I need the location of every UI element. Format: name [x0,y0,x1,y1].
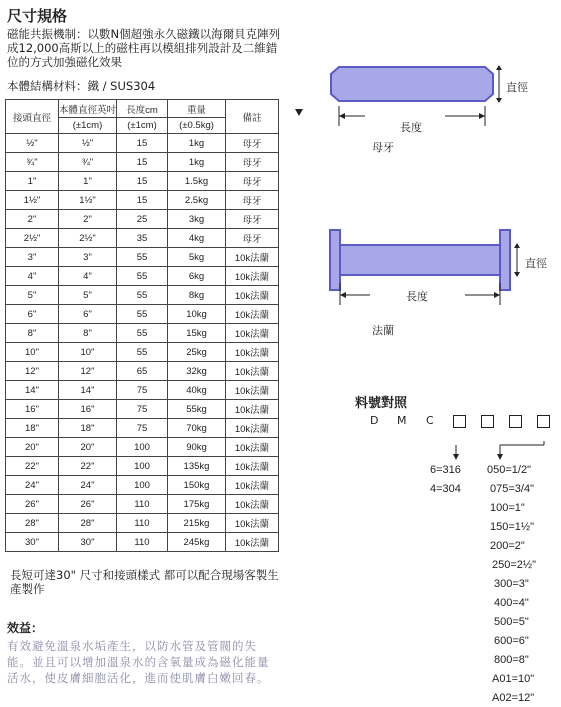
size-option: 600=6" [494,635,529,647]
table-cell: 35 [117,229,168,248]
size-option: 050=1/2" [487,464,531,476]
table-cell: 14" [59,381,117,400]
table-cell: 175kg [168,495,226,514]
model-title: 料號對照 [355,396,408,411]
diagram1-length-label: 長度 [400,121,422,134]
material-option-316: 6=316 [430,464,461,476]
table-cell: 10k法蘭 [226,362,279,381]
table-cell: 2" [6,210,59,229]
table-cell: 100 [117,457,168,476]
table-cell: ½" [59,134,117,153]
size-option: 400=4" [494,597,529,609]
header-remark: 備註 [226,100,279,134]
table-cell: 55 [117,267,168,286]
code-box-size-3 [537,415,550,428]
table-cell: 24" [59,476,117,495]
table-row [6,514,279,533]
table-cell: 30" [6,533,59,552]
left-flange [330,230,340,290]
table-cell: 1kg [168,134,226,153]
table-cell: 10k法蘭 [226,305,279,324]
table-row [6,457,279,476]
table-cell: 10kg [168,305,226,324]
table-cell: 22" [6,457,59,476]
table-cell: 12" [59,362,117,381]
table-cell: 15 [117,191,168,210]
size-option: A02=12" [492,692,535,704]
table-cell: 5" [6,286,59,305]
page-title: 尺寸規格 [7,7,68,25]
table-cell: 母牙 [226,210,279,229]
material-option-304: 4=304 [430,483,461,495]
table-cell: 3kg [168,210,226,229]
table-cell: 100 [117,476,168,495]
table-cell: 25 [117,210,168,229]
table-cell: 3" [59,248,117,267]
diagram2-caption: 法蘭 [372,324,394,337]
table-cell: 65 [117,362,168,381]
table-cell: 10k法蘭 [226,381,279,400]
material-text: 本體結構材料：鐵 / SUS304 [7,79,156,93]
header-joint-diameter: 接頭直徑 [6,100,59,134]
table-cell: 20" [59,438,117,457]
table-row [6,210,279,229]
table-cell: 2" [59,210,117,229]
size-option: 300=3" [494,578,529,590]
table-row [6,495,279,514]
table-cell: 75 [117,381,168,400]
diagram2-length-label: 長度 [406,290,428,303]
table-cell: 6" [6,305,59,324]
table-cell: 110 [117,533,168,552]
model-code-letter-2: M [397,414,407,427]
table-cell: 150kg [168,476,226,495]
header-body-diameter-tolerance: (±1cm) [59,118,117,134]
table-cell: 10k法蘭 [226,457,279,476]
table-row [6,229,279,248]
table-cell: 55 [117,305,168,324]
table-cell: 1" [59,172,117,191]
table-cell: 10k法蘭 [226,476,279,495]
code-pointer-arrows [440,440,560,464]
table-cell: 55kg [168,400,226,419]
table-cell: 8" [6,324,59,343]
table-cell: 1" [6,172,59,191]
size-option: 150=1½" [490,521,534,533]
table-row [6,153,279,172]
marker-triangle-icon [295,109,305,119]
table-cell: 2½" [6,229,59,248]
size-option: A01=10" [492,673,535,685]
model-code-letter-3: C [426,414,434,427]
code-box-size-2 [509,415,522,428]
table-cell: 24" [6,476,59,495]
table-row [6,267,279,286]
effect-title: 效益： [7,621,44,635]
table-cell: 10k法蘭 [226,324,279,343]
table-cell: 70kg [168,419,226,438]
table-row [6,134,279,153]
table-cell: 2.5kg [168,191,226,210]
code-box-material [453,415,466,428]
table-cell: 22" [59,457,117,476]
table-cell: 10k法蘭 [226,343,279,362]
table-cell: 10k法蘭 [226,514,279,533]
table-cell: ¾" [59,153,117,172]
size-option: 075=3/4" [490,483,534,495]
table-cell: 75 [117,419,168,438]
intro-text: 磁能共振機制：以數N個超強永久磁鐵以海爾貝克陣列成12,000高斯以上的磁柱再以模組排列設計及二維錯位的方式加強磁化效果 [7,27,281,69]
table-cell: 28" [59,514,117,533]
table-cell: 20" [6,438,59,457]
table-cell: ½" [6,134,59,153]
table-cell: 32kg [168,362,226,381]
table-cell: 母牙 [226,134,279,153]
diagram1-diameter-label: 直徑 [506,81,528,94]
effect-text: 有效避免溫泉水垢產生，以防水管及管閥的失能。並且可以增加溫泉水的含氧量成為磁化能量活水，使皮膚細胞活化，進而使肌膚白嫩回春。 [7,639,270,685]
header-length: 長度cm [117,100,168,118]
custom-note: 長短可達30" 尺寸和接頭樣式 都可以配合現場客製生產製作 [10,568,279,596]
table-cell: 母牙 [226,172,279,191]
table-cell: 1.5kg [168,172,226,191]
table-cell: 1½" [6,191,59,210]
table-cell: 6kg [168,267,226,286]
table-cell: 10k法蘭 [226,438,279,457]
size-option: 800=8" [494,654,529,666]
threaded-pipe-body [331,67,493,101]
table-cell: 10k法蘭 [226,400,279,419]
table-cell: 4kg [168,229,226,248]
table-cell: 4" [59,267,117,286]
table-cell: 10k法蘭 [226,419,279,438]
table-cell: 10k法蘭 [226,286,279,305]
table-row [6,419,279,438]
table-row [6,362,279,381]
table-cell: 15 [117,172,168,191]
table-row [6,438,279,457]
model-code-letter-1: D [370,414,379,427]
table-cell: 母牙 [226,153,279,172]
table-cell: 30" [59,533,117,552]
table-cell: 55 [117,324,168,343]
table-row [6,476,279,495]
table-row [6,286,279,305]
table-row [6,172,279,191]
table-cell: 8" [59,324,117,343]
table-cell: 15 [117,134,168,153]
table-cell: 135kg [168,457,226,476]
table-row [6,381,279,400]
table-cell: 5" [59,286,117,305]
table-cell: 8kg [168,286,226,305]
table-cell: 4" [6,267,59,286]
table-cell: 6" [59,305,117,324]
table-cell: 100 [117,438,168,457]
table-row [6,533,279,552]
table-cell: 5kg [168,248,226,267]
table-cell: 母牙 [226,229,279,248]
table-cell: 15kg [168,324,226,343]
table-cell: 2½" [59,229,117,248]
table-cell: 10k法蘭 [226,495,279,514]
table-cell: 15 [117,153,168,172]
size-option: 500=5" [494,616,529,628]
table-cell: 55 [117,343,168,362]
diagram2-diameter-label: 直徑 [525,257,547,270]
table-cell: 40kg [168,381,226,400]
table-cell: 245kg [168,533,226,552]
table-cell: 110 [117,514,168,533]
header-weight-tolerance: (±0.5kg) [168,118,226,134]
table-cell: 55 [117,248,168,267]
table-cell: 16" [59,400,117,419]
size-option: 200=2" [490,540,525,552]
table-cell: 10k法蘭 [226,267,279,286]
table-cell: 25kg [168,343,226,362]
spec-table [5,99,279,552]
table-cell: 16" [6,400,59,419]
right-flange [500,230,510,290]
table-cell: 母牙 [226,191,279,210]
table-cell: 75 [117,400,168,419]
table-row [6,191,279,210]
table-cell: 28" [6,514,59,533]
diagram1-caption: 母牙 [372,141,394,154]
table-row [6,400,279,419]
table-cell: 10" [59,343,117,362]
table-row [6,305,279,324]
header-length-tolerance: (±1cm) [117,118,168,134]
table-cell: 14" [6,381,59,400]
table-cell: 10" [6,343,59,362]
table-cell: 215kg [168,514,226,533]
table-cell: 10k法蘭 [226,248,279,267]
table-cell: 1kg [168,153,226,172]
table-row [6,248,279,267]
table-row [6,343,279,362]
table-cell: 1½" [59,191,117,210]
code-box-size-1 [481,415,494,428]
table-cell: 3" [6,248,59,267]
header-weight: 重量 [168,100,226,118]
table-cell: 26" [6,495,59,514]
table-cell: 26" [59,495,117,514]
table-cell: 18" [6,419,59,438]
table-cell: 18" [59,419,117,438]
header-body-diameter: 本體直徑英吋 [59,100,117,118]
table-cell: 12" [6,362,59,381]
table-cell: 55 [117,286,168,305]
flanged-pipe-body [340,245,500,275]
table-cell: 110 [117,495,168,514]
table-cell: 10k法蘭 [226,533,279,552]
table-cell: ¾" [6,153,59,172]
size-option: 250=2½" [492,559,536,571]
table-cell: 90kg [168,438,226,457]
table-row [6,324,279,343]
size-option: 100=1" [490,502,525,514]
